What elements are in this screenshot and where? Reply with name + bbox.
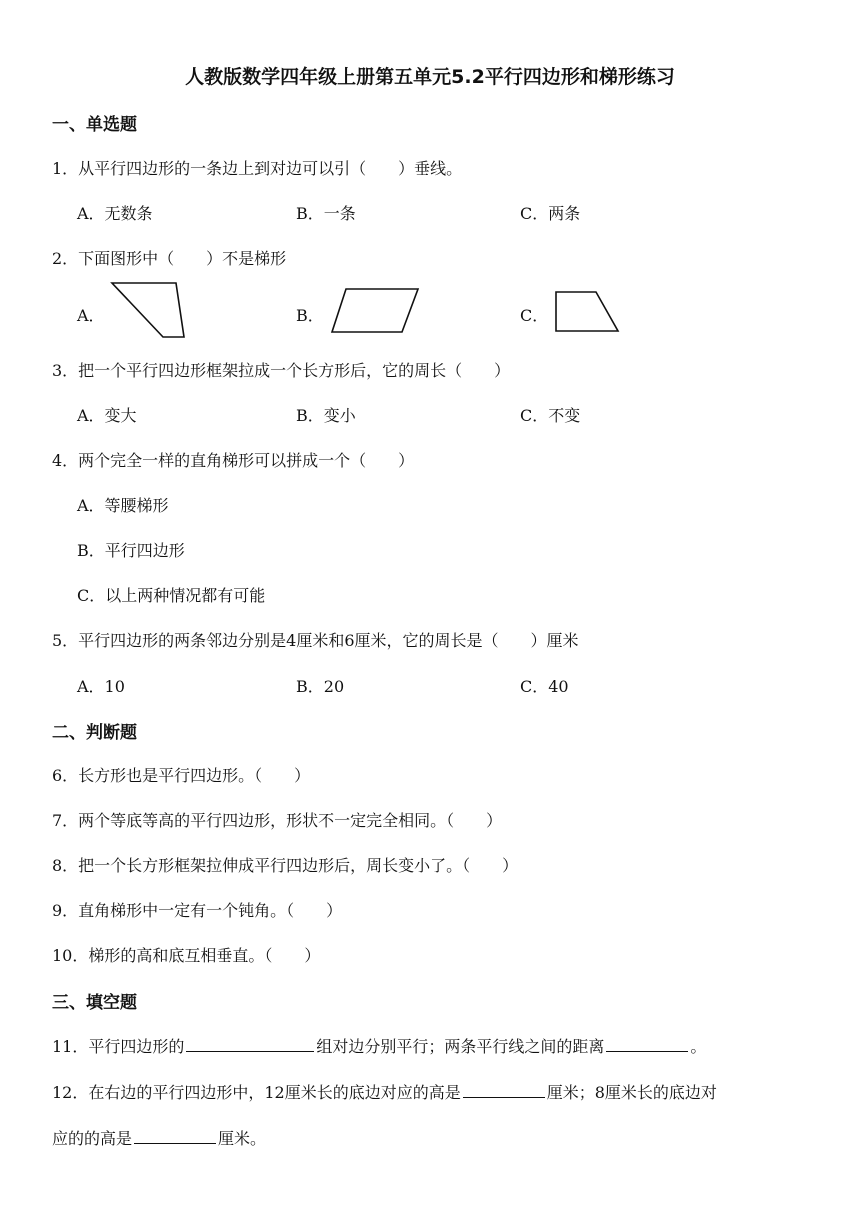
section-heading-fill-blank: 三、填空题 [52, 993, 137, 1013]
q12-blank-1[interactable] [463, 1079, 545, 1098]
q11-blank-2[interactable] [606, 1033, 688, 1052]
q11-text-2: 组对边分别平行；两条平行线之间的距离 [316, 1037, 605, 1056]
question-8: 8．把一个长方形框架拉伸成平行四边形后，周长变小了。（ ） [52, 856, 519, 875]
q2-shape-c-right-trapezoid [552, 289, 622, 335]
question-6: 6．长方形也是平行四边形。（ ） [52, 766, 311, 785]
q2-option-c: C． [520, 306, 549, 325]
question-1: 1．从平行四边形的一条边上到对边可以引（ ）垂线。 [52, 159, 463, 178]
q5-option-c: C．40 [520, 677, 569, 696]
q2-option-b: B． [296, 306, 324, 325]
q11-blank-1[interactable] [186, 1033, 314, 1052]
question-10: 10．梯形的高和底互相垂直。（ ） [52, 946, 321, 965]
q12-text-1: 12．在右边的平行四边形中，12厘米长的底边对应的高是 [52, 1083, 461, 1102]
q2-option-a: A． [77, 306, 105, 325]
q3-option-a: A．变大 [77, 406, 137, 425]
q12-text-3: 应的的高是 [52, 1129, 133, 1148]
q3-option-b: B．变小 [296, 406, 356, 425]
q1-option-c: C．两条 [520, 204, 581, 223]
q2-shape-a-quadrilateral [108, 280, 188, 340]
question-4: 4．两个完全一样的直角梯形可以拼成一个（ ） [52, 451, 415, 470]
q11-text-3: 。 [690, 1037, 707, 1056]
q4-option-b: B．平行四边形 [77, 541, 185, 560]
question-7: 7．两个等底等高的平行四边形，形状不一定完全相同。（ ） [52, 811, 503, 830]
q11-text-1: 11．平行四边形的 [52, 1037, 185, 1056]
q5-option-a: A．10 [77, 677, 125, 696]
q4-option-a: A．等腰梯形 [77, 496, 169, 515]
q12-blank-2[interactable] [134, 1125, 216, 1144]
question-12-line-2 [52, 1125, 266, 1149]
q3-option-c: C．不变 [520, 406, 581, 425]
section-heading-true-false: 二、判断题 [52, 723, 137, 743]
question-12-line-1 [52, 1079, 717, 1103]
question-9: 9．直角梯形中一定有一个钝角。（ ） [52, 901, 343, 920]
q1-option-a: A．无数条 [77, 204, 153, 223]
q1-option-b: B．一条 [296, 204, 356, 223]
q2-shape-b-parallelogram [328, 286, 422, 336]
question-11 [52, 1033, 706, 1057]
question-2: 2．下面图形中（ ）不是梯形 [52, 249, 287, 268]
q12-text-2: 厘米；8厘米长的底边对 [546, 1083, 717, 1102]
question-3: 3．把一个平行四边形框架拉成一个长方形后，它的周长（ ） [52, 361, 511, 380]
question-5: 5．平行四边形的两条邻边分别是4厘米和6厘米，它的周长是（ ）厘米 [52, 631, 579, 650]
q12-text-4: 厘米。 [218, 1129, 267, 1148]
q4-option-c: C．以上两种情况都有可能 [77, 586, 266, 605]
section-heading-single-choice: 一、单选题 [52, 115, 137, 135]
q5-option-b: B．20 [296, 677, 345, 696]
page-title: 人教版数学四年级上册第五单元5.2平行四边形和梯形练习 [185, 66, 675, 88]
